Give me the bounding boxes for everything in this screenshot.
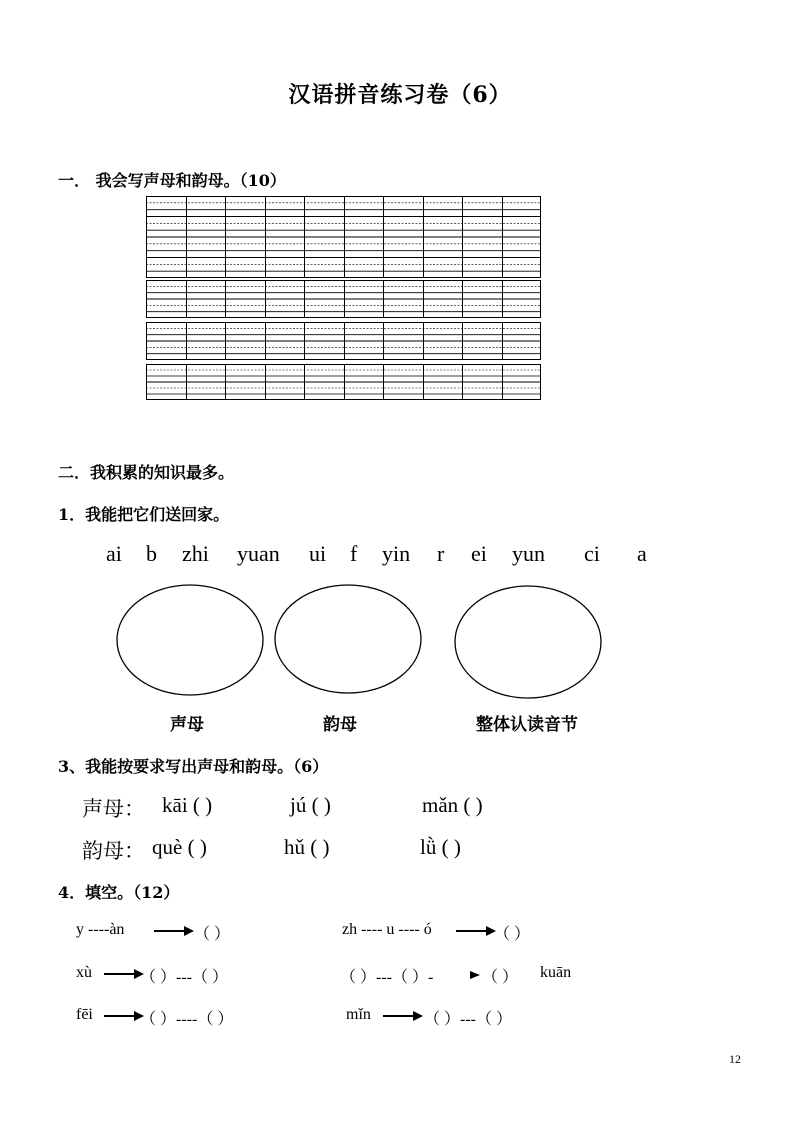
- q4-item: y ----àn: [76, 921, 125, 938]
- pinyin-word: ei: [471, 541, 487, 566]
- q3-item[interactable]: jú ( ): [290, 793, 331, 817]
- circle-label-initials: 声母: [170, 715, 204, 735]
- q4-item: zh ---- u ---- ó: [342, 921, 432, 938]
- arrow-icon: [383, 1009, 423, 1023]
- arrow-icon: [154, 924, 194, 938]
- q4-item: xù: [76, 964, 92, 981]
- pinyin-word: yin: [382, 541, 411, 566]
- pinyin-word: ui: [309, 541, 327, 566]
- q4-blank[interactable]: （ ）---（ ）: [140, 969, 228, 986]
- circle-label-whole-syllables: 整体认读音节: [476, 715, 578, 735]
- page-title: 汉语拼音练习卷（6）: [288, 82, 512, 108]
- circle-label-finals: 韵母: [323, 715, 357, 735]
- writing-grid-block-2: [146, 280, 542, 318]
- section1-heading: 一． 我会写声母和韵母。（10）: [58, 171, 286, 190]
- q3-item[interactable]: mǎn ( ): [422, 793, 483, 817]
- pinyin-word: ai: [106, 541, 122, 566]
- pinyin-word: r: [437, 541, 445, 566]
- arrow-icon: [468, 970, 482, 980]
- pinyin-word: f: [350, 541, 358, 566]
- q3-item[interactable]: hǔ ( ): [284, 835, 330, 859]
- q4-blank[interactable]: （ ）---（ ）: [424, 1011, 512, 1028]
- sorting-circles: [0, 580, 800, 710]
- q4-item: fēi: [76, 1006, 93, 1023]
- q3-row2-label: 韵母：: [82, 839, 145, 863]
- pinyin-word: zhi: [182, 541, 209, 566]
- q3-heading: 3、我能按要求写出声母和韵母。（6）: [58, 757, 329, 776]
- writing-grid-block-1: [146, 196, 542, 278]
- section2-heading: 二．我积累的知识最多。: [58, 463, 235, 482]
- finals-circle[interactable]: [275, 585, 421, 693]
- pinyin-word: b: [146, 541, 157, 566]
- q4-heading: 4．填空。（12）: [58, 883, 180, 902]
- arrow-icon: [104, 1009, 144, 1023]
- q1-heading: 1．我能把它们送回家。: [58, 505, 230, 524]
- q4-blank[interactable]: （ ）: [194, 926, 231, 943]
- whole-syllable-circle[interactable]: [455, 586, 601, 698]
- q3-item[interactable]: kāi ( ): [162, 793, 213, 817]
- q3-item[interactable]: què ( ): [152, 835, 207, 859]
- q4-item: kuān: [540, 964, 572, 981]
- arrow-icon: [456, 924, 496, 938]
- q4-blank[interactable]: （ ）---（ ）-: [340, 969, 434, 986]
- q4-blank[interactable]: （ ）----（ ）: [140, 1011, 234, 1028]
- arrow-icon: [104, 967, 144, 981]
- writing-grid-block-4: [146, 364, 542, 400]
- pinyin-word: yun: [512, 541, 545, 566]
- writing-grid-block-3: [146, 322, 542, 360]
- pinyin-word: yuan: [237, 541, 280, 566]
- q3-item[interactable]: lǜ ( ): [420, 835, 461, 859]
- q4-blank[interactable]: （ ）: [494, 926, 531, 943]
- initials-circle[interactable]: [117, 585, 263, 695]
- q4-item: mǐn: [346, 1006, 371, 1023]
- page-number: 12: [729, 1052, 741, 1066]
- pinyin-word: a: [637, 541, 647, 566]
- q4-blank[interactable]: （ ）: [482, 969, 519, 986]
- q3-row1-label: 声母：: [82, 797, 145, 821]
- pinyin-word: ci: [584, 541, 600, 566]
